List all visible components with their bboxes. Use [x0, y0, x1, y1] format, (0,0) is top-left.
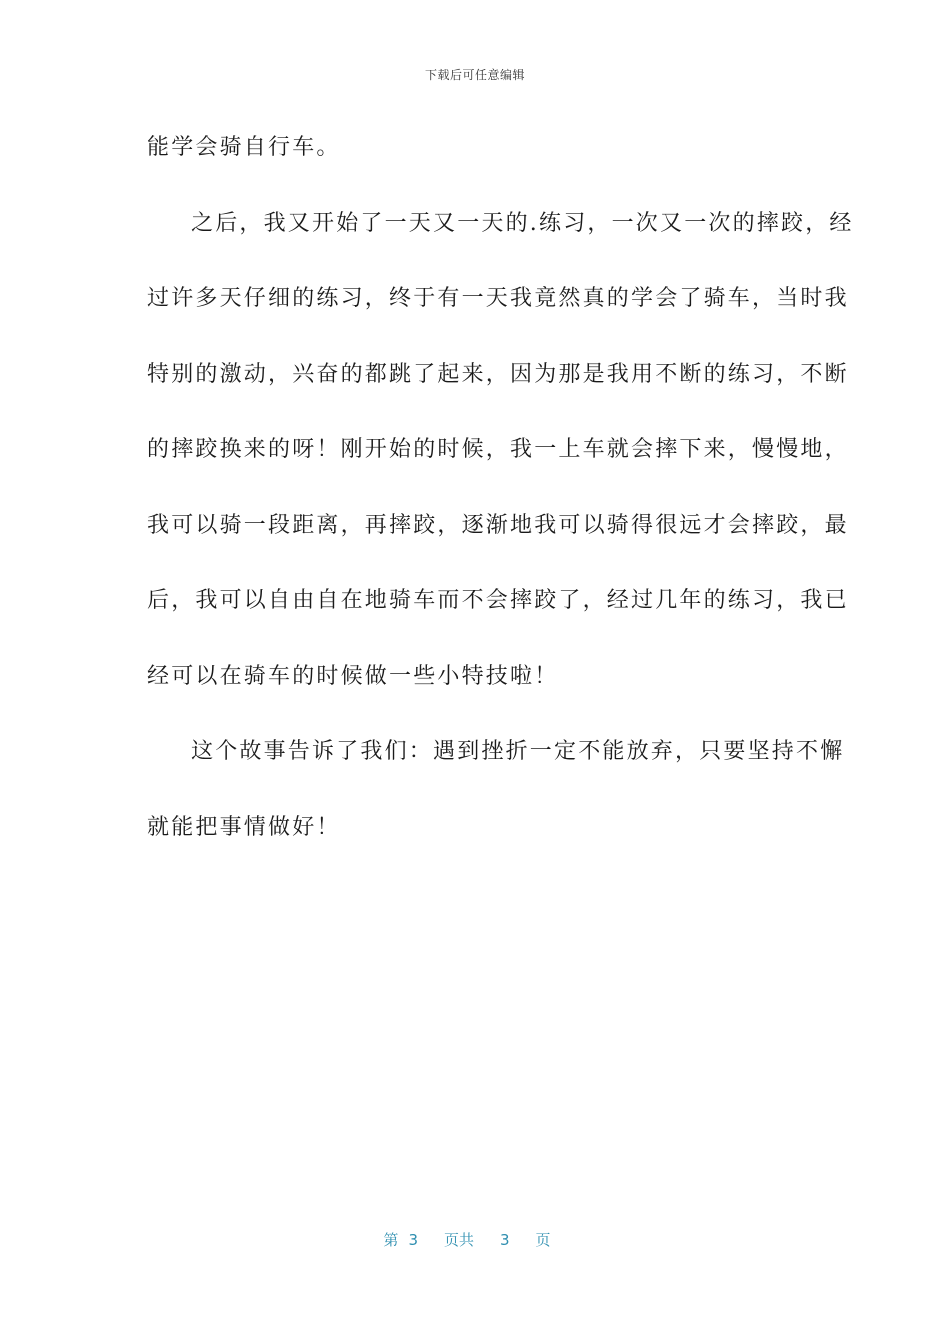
- footer-total-pages: 3: [500, 1231, 510, 1249]
- paragraph-line: 能学会骑自行车。: [147, 135, 341, 160]
- paragraph-line: 之后，我又开始了一天又一天的.练习，一次又一次的摔跤，经: [191, 210, 854, 236]
- paragraph-line: 就能把事情做好！: [147, 814, 341, 840]
- paragraph-line: 过许多天仔细的练习，终于有一天我竟然真的学会了骑车，当时我: [147, 286, 849, 311]
- page-header: 下载后可任意编辑: [424, 68, 525, 82]
- footer-current-page: 3: [408, 1231, 418, 1249]
- paragraph-line: 经可以在骑车的时候做一些小特技啦！: [147, 663, 559, 689]
- paragraph-line: 我可以骑一段距离，再摔跤，逐渐地我可以骑得很远才会摔跤，最: [147, 512, 849, 538]
- footer-suffix: 页: [535, 1231, 551, 1249]
- footer-prefix: 第: [383, 1231, 399, 1249]
- footer-middle: 页共: [443, 1231, 474, 1249]
- paragraph-line: 后，我可以自由自在地骑车而不会摔跤了，经过几年的练习，我已: [147, 588, 849, 613]
- paragraph-line: 的摔跤换来的呀！刚开始的时候，我一上车就会摔下来，慢慢地，: [147, 437, 849, 462]
- page-footer: [0, 1229, 950, 1250]
- paragraph-line: 特别的激动，兴奋的都跳了起来，因为那是我用不断的练习，不断: [147, 361, 849, 387]
- paragraph-line: 这个故事告诉了我们：遇到挫折一定不能放弃，只要坚持不懈: [191, 739, 845, 764]
- document-body: [147, 124, 854, 879]
